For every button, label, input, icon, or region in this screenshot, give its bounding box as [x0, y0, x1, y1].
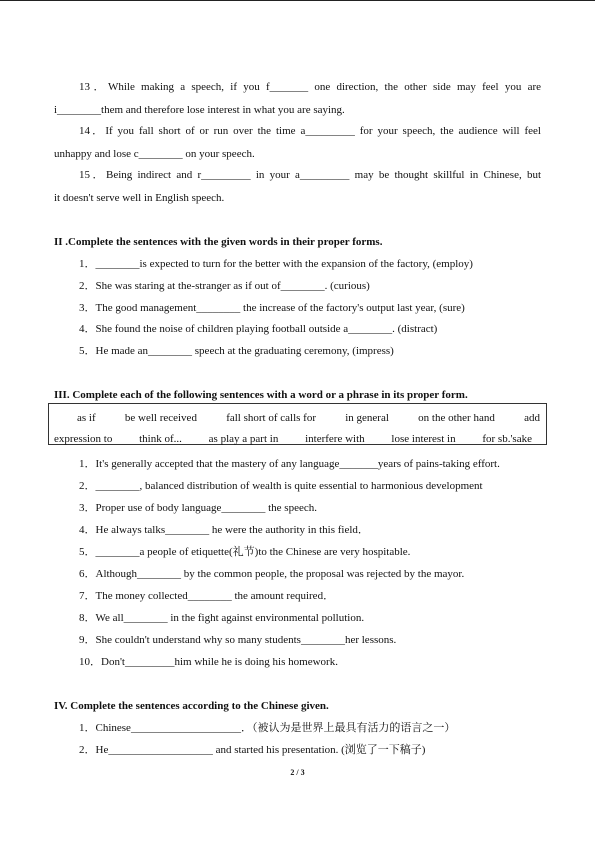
part3-item-5: 5．________a people of etiquette(礼节)to the Chinese are very hospitable. — [79, 546, 411, 558]
q13-line1: 13．While making a speech, if you f_______ one direction, the other side may feel you are — [79, 81, 541, 93]
part2-item-1: 1．________is expected to turn for the better with the expansion of the factory, (employ) — [79, 258, 473, 270]
q14-line2: unhappy and lose c________ on your speech. — [54, 148, 255, 160]
part2-item-4: 4．She found the noise of children playing football outside a________. (distract) — [79, 323, 438, 335]
part2-item-2: 2．She was staring at the-stranger as if out of________. (curious) — [79, 280, 370, 292]
word-bank-box — [48, 403, 547, 445]
part2-heading: II .Complete the sentences with the given words in their proper forms. — [54, 236, 383, 248]
word-bank-item: as play a part in — [208, 433, 279, 445]
part3-item-4: 4．He always talks________ he were the authority in this field． — [79, 524, 369, 536]
q14-line1: 14．If you fall short of or run over the time a_________ for your speech, the audience will feel — [79, 125, 541, 137]
part4-heading: IV. Complete the sentences according to the Chinese given. — [54, 700, 329, 712]
word-bank-item: lose interest in — [391, 433, 456, 445]
word-bank-item: expression to — [54, 433, 113, 445]
word-bank-item: interfere with — [305, 433, 365, 445]
part3-item-9: 9．She couldn't understand why so many students________her lessons. — [79, 634, 397, 646]
word-bank-row-2 — [54, 433, 532, 446]
part3-item-2: 2．________, balanced distribution of wealth is quite essential to harmonious development — [79, 480, 483, 492]
part4-item-2: 2．He___________________ and started his presentation. (浏览了一下稿子) — [79, 744, 426, 756]
top-rule — [0, 0, 595, 1]
part3-heading: III. Complete each of the following sentences with a word or a phrase in its proper form. — [54, 389, 468, 401]
q15-line1: 15．Being indirect and r_________ in your a_________ may be thought skillful in Chinese, but — [79, 169, 541, 181]
part2-item-5: 5．He made an________ speech at the graduating ceremony, (impress) — [79, 345, 394, 357]
q13-line2: i________them and therefore lose interest in what you are saying. — [54, 104, 345, 116]
word-bank-row-1 — [77, 412, 540, 425]
part3-item-8: 8．We all________ in the fight against environmental pollution. — [79, 612, 365, 624]
part4-item-1: 1．Chinese____________________．（被认为是世界上最具有活力的语言之一） — [79, 722, 456, 734]
page-number: 2 / 3 — [290, 768, 305, 777]
part3-item-10: 10．Don't_________him while he is doing his homework. — [79, 656, 338, 668]
word-bank-item: be well received — [124, 412, 197, 424]
word-bank-item: fall short of calls for — [226, 412, 316, 424]
q15-line2: it doesn't serve well in English speech. — [54, 192, 225, 204]
word-bank-item: add — [524, 412, 540, 424]
word-bank-item: for sb.'sake — [482, 433, 532, 445]
word-bank-item: in general — [345, 412, 389, 424]
part3-item-3: 3．Proper use of body language________ the speech. — [79, 502, 317, 514]
part3-item-1: 1．It's generally accepted that the mastery of any language_______years of pains-taking effort. — [79, 458, 500, 470]
part3-item-6: 6．Although________ by the common people, the proposal was rejected by the mayor. — [79, 568, 465, 580]
part2-item-3: 3．The good management________ the increase of the factory's output last year, (sure) — [79, 302, 465, 314]
part3-item-7: 7．The money collected________ the amount required． — [79, 590, 335, 602]
word-bank-item: as if — [77, 412, 96, 424]
word-bank-item: think of... — [139, 433, 182, 445]
word-bank-item: on the other hand — [418, 412, 495, 424]
